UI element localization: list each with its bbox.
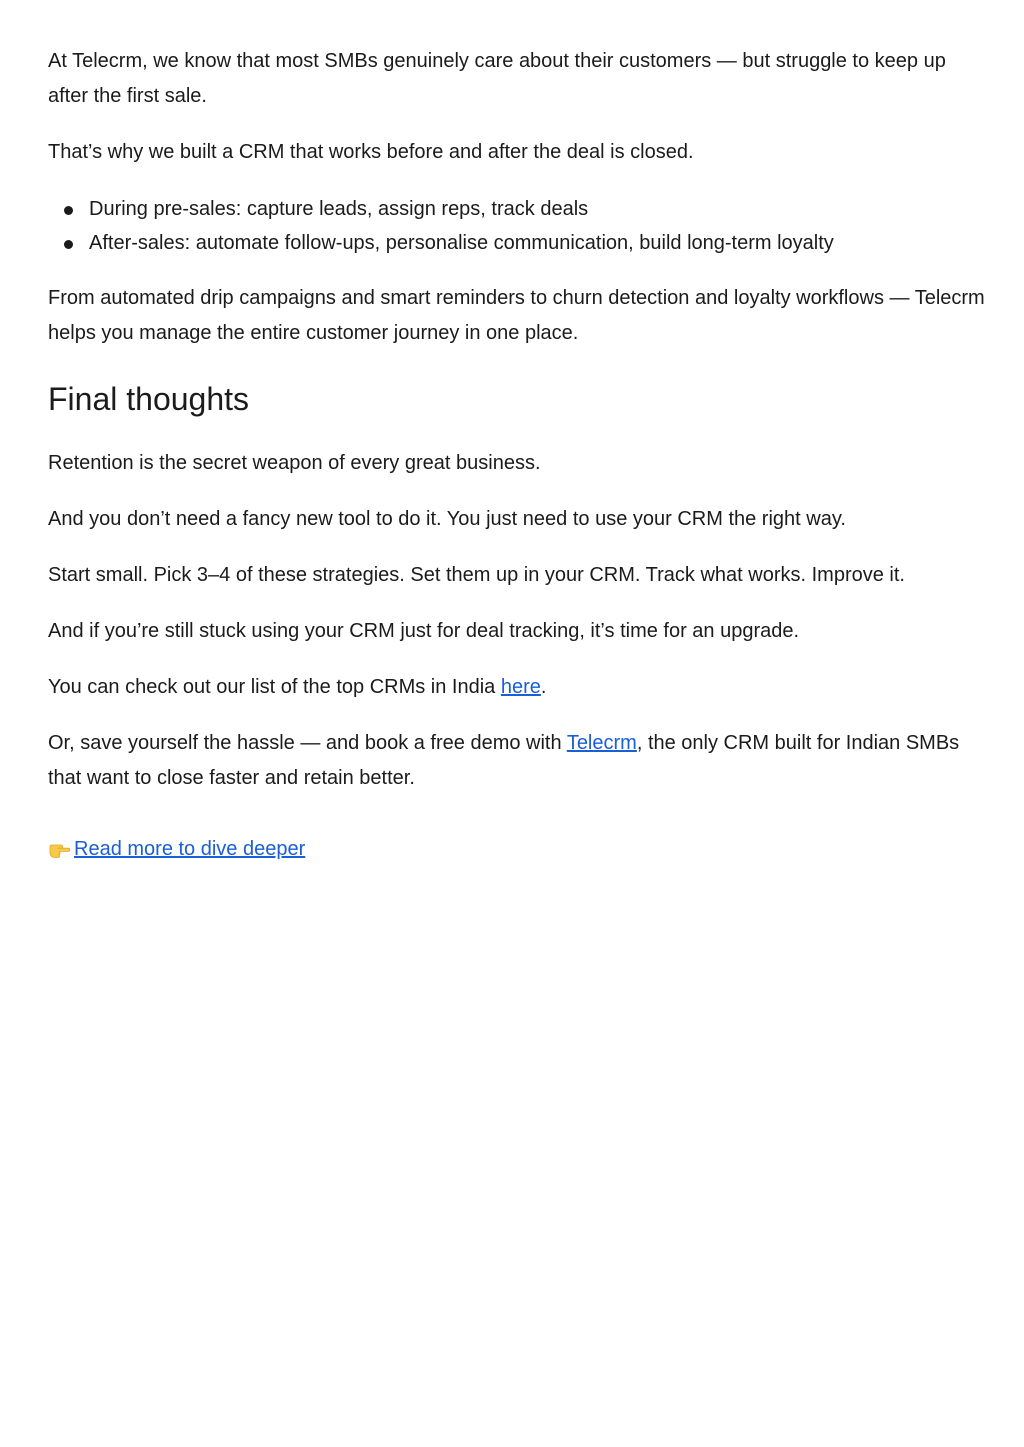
section-heading-final-thoughts: Final thoughts bbox=[48, 381, 250, 417]
document-page bbox=[48, 44, 988, 867]
final-paragraph-6 bbox=[48, 726, 988, 796]
final-paragraph-1: Retention is the secret weapon of every great business. bbox=[48, 452, 541, 474]
bullet-icon bbox=[64, 240, 73, 249]
list-item-text: During pre-sales: capture leads, assign reps, track deals bbox=[89, 198, 589, 220]
feature-bullet-list bbox=[48, 192, 988, 260]
intro-paragraph-1: At Telecrm, we know that most SMBs genuinely care about their customers — but struggle to keep up after the first sale. bbox=[48, 50, 946, 107]
top-crms-link[interactable]: here bbox=[500, 676, 541, 698]
pointing-hand-icon bbox=[48, 837, 72, 861]
list-item bbox=[48, 192, 988, 226]
final-paragraph-4: And if you’re still stuck using your CRM just for deal tracking, it’s time for an upgrade. bbox=[48, 620, 800, 642]
telecrm-demo-link[interactable]: Telecrm bbox=[566, 732, 637, 754]
final-paragraph-3: Start small. Pick 3–4 of these strategies. Set them up in your CRM. Track what works. Improve it. bbox=[48, 564, 905, 586]
paragraph-text: , the only CRM built for Indian SMBs that want to close faster and retain better. bbox=[48, 732, 960, 789]
final-paragraph-5 bbox=[48, 670, 988, 705]
paragraph-text: You can check out our list of the top CRMs in India bbox=[48, 676, 501, 698]
read-more-link[interactable]: Read more to dive deeper bbox=[74, 838, 306, 860]
bullet-icon bbox=[64, 206, 73, 215]
final-paragraph-2: And you don’t need a fancy new tool to do it. You just need to use your CRM the right way. bbox=[48, 508, 846, 530]
list-item-text: After-sales: automate follow-ups, personalise communication, build long-term loyalty bbox=[89, 232, 834, 254]
read-more-row bbox=[48, 832, 988, 867]
intro-paragraph-3: From automated drip campaigns and smart reminders to churn detection and loyalty workflows — Telecrm helps you manage the entire customer journey in one place. bbox=[48, 287, 985, 344]
paragraph-text: Or, save yourself the hassle — and book a free demo with bbox=[48, 732, 567, 754]
list-item bbox=[48, 226, 988, 260]
paragraph-text: . bbox=[540, 676, 547, 698]
intro-paragraph-2: That’s why we built a CRM that works before and after the deal is closed. bbox=[48, 141, 694, 163]
